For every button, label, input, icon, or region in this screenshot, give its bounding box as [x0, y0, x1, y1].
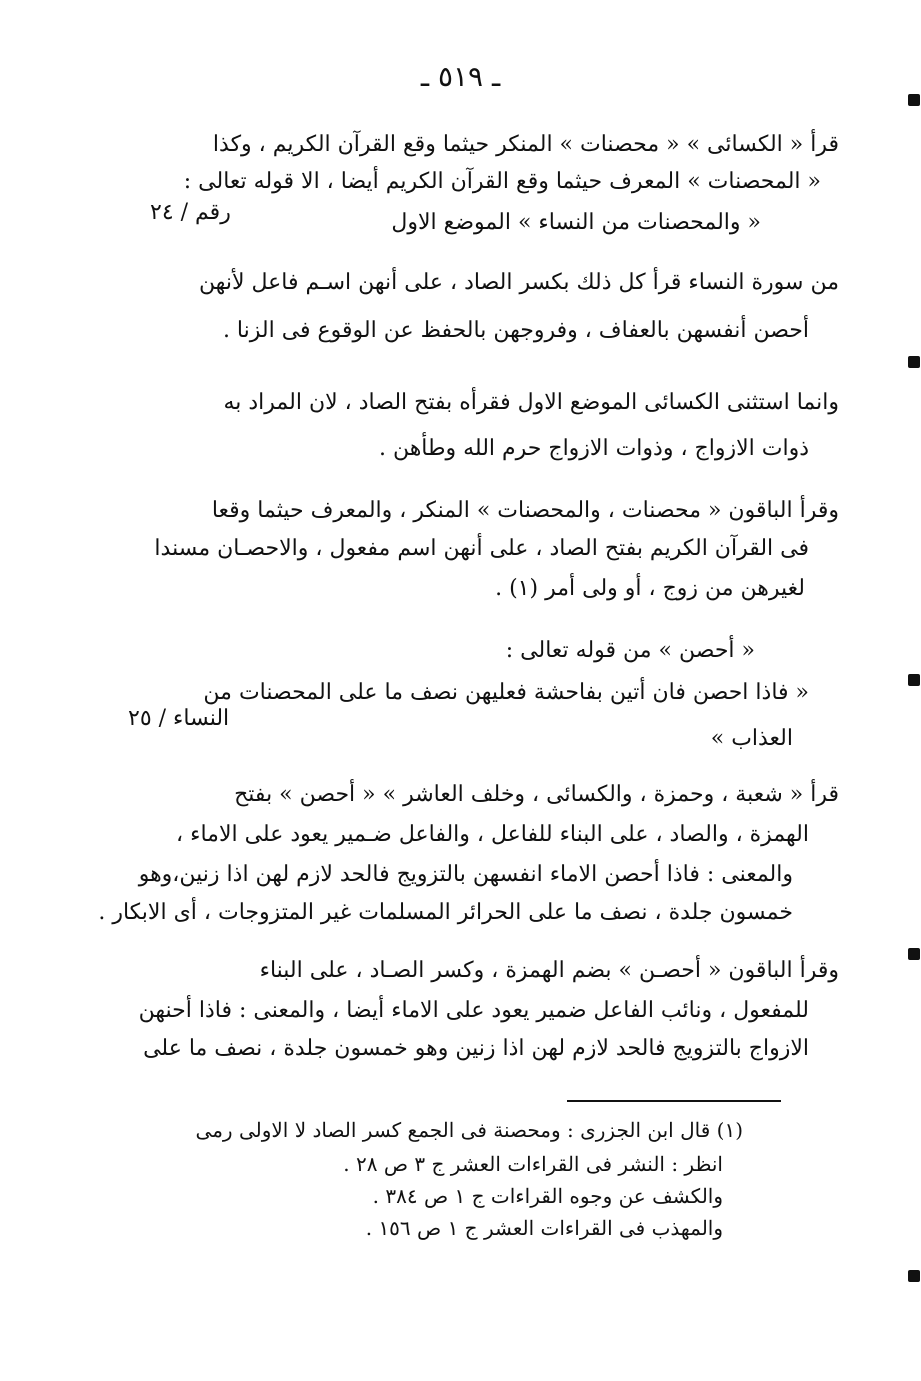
- paragraph-1-line-1: قرأ « الكسائى » « محصنات » المنكر حيثما وقع القرآن الكريم ، وكذا: [212, 132, 839, 157]
- scan-margin-mark: [908, 356, 920, 368]
- paragraph-6-line-1: قرأ « شعبة ، وحمزة ، والكسائى ، وخلف العاشر » « أحصن » بفتح: [234, 782, 839, 807]
- paragraph-3-line-1: وانما استثنى الكسائى الموضع الاول فقرأه بفتح الصاد ، لان المراد به: [223, 390, 839, 415]
- scan-margin-mark: [908, 94, 920, 106]
- footnote-line-1: (١) قال ابن الجزرى : ومحصنة فى الجمع كسر الصاد لا الاولى رمى: [195, 1118, 743, 1142]
- verse-reference-2: النساء / ٢٥: [128, 706, 230, 731]
- paragraph-6-line-3: والمعنى : فاذا أحصن الاماء انفسهن بالتزويج فالحد لازم لهن اذا زنين،وهو: [138, 862, 793, 887]
- scan-margin-mark: [908, 674, 920, 686]
- paragraph-6-line-2: الهمزة ، والصاد ، على البناء للفاعل ، والفاعل ضـمير يعود على الاماء ،: [176, 822, 809, 847]
- paragraph-4-line-2: فى القرآن الكريم بفتح الصاد ، على أنهن اسم مفعول ، والاحصـان مسندا: [154, 536, 809, 561]
- paragraph-5-line-1: « أحصن » من قوله تعالى :: [505, 638, 755, 663]
- paragraph-1-line-2: « المحصنات » المعرف حيثما وقع القرآن الكريم أيضا ، الا قوله تعالى :: [183, 169, 821, 194]
- verse-reference-1: رقم / ٢٤: [150, 200, 231, 225]
- paragraph-3-line-2: ذوات الازواج ، وذوات الازواج حرم الله وطأهن .: [378, 436, 809, 461]
- paragraph-2-line-1: من سورة النساء قرأ كل ذلك بكسر الصاد ، على أنهن اسـم فاعل لأنهن: [198, 270, 839, 295]
- paragraph-7-line-1: وقرأ الباقون « أحصـن » بضم الهمزة ، وكسر الصـاد ، على البناء: [259, 958, 839, 983]
- page-number: ـ ٥١٩ ـ: [420, 60, 501, 93]
- paragraph-4-line-1: وقرأ الباقون « محصنات ، والمحصنات » المنكر ، والمعرف حيثما وقعا: [211, 498, 839, 523]
- scan-margin-mark: [908, 948, 920, 960]
- paragraph-7-line-2: للمفعول ، ونائب الفاعل ضمير يعود على الاماء أيضا ، والمعنى : فاذا أحنهن: [138, 998, 809, 1023]
- paragraph-1-line-3: « والمحصنات من النساء » الموضع الاول: [391, 210, 761, 235]
- paragraph-5-line-3: العذاب »: [710, 726, 793, 751]
- footnote-line-2: انظر : النشر فى القراءات العشر ج ٣ ص ٢٨ .: [343, 1152, 723, 1176]
- footnote-separator: [567, 1100, 781, 1102]
- paragraph-4-line-3: لغيرهن من زوج ، أو ولى أمر (١) .: [495, 576, 805, 601]
- footnote-line-4: والمهذب فى القراءات العشر ج ١ ص ١٥٦ .: [365, 1216, 723, 1240]
- paragraph-5-line-2: « فاذا احصن فان أتين بفاحشة فعليهن نصف ما على المحصنات من: [203, 680, 809, 705]
- paragraph-2-line-2: أحصن أنفسهن بالعفاف ، وفروجهن بالحفظ عن الوقوع فى الزنا .: [222, 318, 809, 343]
- footnote-line-3: والكشف عن وجوه القراءات ج ١ ص ٣٨٤ .: [372, 1184, 723, 1208]
- scan-margin-mark: [908, 1270, 920, 1282]
- paragraph-7-line-3: الازواج بالتزويج فالحد لازم لهن اذا زنين وهو خمسون جلدة ، نصف ما على: [143, 1036, 809, 1061]
- paragraph-6-line-4: خمسون جلدة ، نصف ما على الحرائر المسلمات غير المتزوجات ، أى الابكار .: [98, 900, 793, 925]
